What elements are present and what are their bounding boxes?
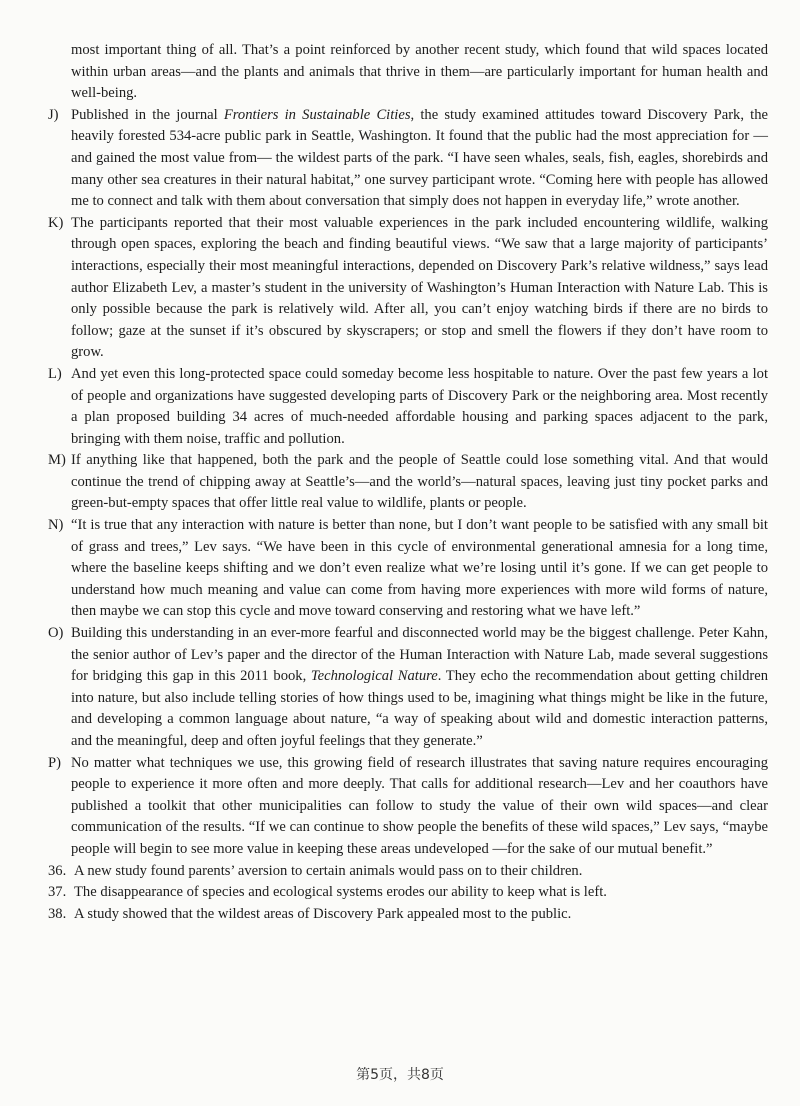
- paragraph-k: [48, 213, 768, 364]
- paragraph-label: O): [48, 625, 64, 642]
- paragraph-label: N): [48, 517, 64, 534]
- question-number: 37.: [48, 884, 67, 901]
- paragraph-j: [48, 105, 768, 213]
- question-number: 38.: [48, 905, 67, 922]
- paragraph-text: most important thing of all. That’s a point reinforced by another recent study, which found that wild spaces located within urban areas—and the plants and animals that thrive in them—are particularly important for human health and well-being.: [71, 42, 768, 102]
- page-number-footer: 第5页，共8页: [356, 1067, 444, 1083]
- paragraph-label: P): [48, 754, 61, 771]
- paragraph-m: [48, 450, 768, 515]
- paragraph-text-pre: Published in the journal: [71, 106, 224, 123]
- paragraph-o: [48, 623, 768, 753]
- paragraph-label: J): [48, 106, 59, 123]
- question-36: [48, 861, 768, 883]
- paragraph-text: No matter what techniques we use, this growing field of research illustrates that saving nature requires encouraging people to experience it more often and more deeply. That calls for additional research—Lev and her coauthors have published a toolkit that other municipalities can follow to study the value of their own wild spaces—and clear communication of the results. “If we can continue to show people the benefits of these wild spaces,” Lev says, “maybe people will begin to see more value in keeping these areas undeveloped —for the sake of our mutual benefit.”: [71, 754, 768, 857]
- paragraph-text: “It is true that any interaction with nature is better than none, but I don’t want people to be satisfied with any small bit of grass and trees,” Lev says. “We have been in this cycle of environmental generational amnesia for a long time, where the baseline keeps shifting and we don’t even realize what we’re losing until it’s gone. If we can get people to understand how much meaning and value can come from having more experiences with more wild forms of nature, then maybe we can stop this cycle and move toward conserving and restoring what we have left.”: [71, 517, 768, 620]
- paragraph-text: And yet even this long-protected space could someday become less hospitable to nature. Over the past few years a lot of people and organizations have suggested developing parts of Discovery Park or the neighboring area. Most recently a plan proposed building 34 acres of much-needed affordable housing and parking spaces adjacent to the park, bringing with them noise, traffic and pollution.: [71, 365, 768, 447]
- book-title: Technological Nature: [310, 668, 438, 685]
- paragraph-continuation: [48, 40, 768, 105]
- question-text: A new study found parents’ aversion to certain animals would pass on to their children.: [74, 862, 583, 879]
- paragraph-l: [48, 364, 768, 450]
- journal-title: Frontiers in Sustainable Cities: [223, 106, 411, 123]
- question-38: [48, 904, 768, 926]
- paragraph-label: M): [48, 452, 66, 469]
- question-text: A study showed that the wildest areas of Discovery Park appealed most to the public.: [74, 905, 572, 922]
- paragraph-text: The participants reported that their most valuable experiences in the park included encountering wildlife, walking through open spaces, exploring the beach and finding beautiful views. “We saw that a large majority of participants’ interactions, especially their most meaningful interactions, depended on Discovery Park’s relative wildness,” says lead author Elizabeth Lev, a master’s student in the university of Washington’s Human Interaction with Nature Lab. This is only possible because the park is relatively wild. After all, you can’t enjoy watching birds if there are no birds to follow; gaze at the sunset if it’s obscured by skyscrapers; or stop and smell the flowers if they don’t have room to grow.: [71, 214, 768, 361]
- paragraph-text-post: , the study examined attitudes toward Discovery Park, the heavily forested 534-acre public park in Seattle, Washington. It found that the public had the most appreciation for —and gained the most value from— the wildest parts of the park. “I have seen whales, seals, fish, eagles, shorebirds and many other sea creatures in their natural habitat,” one survey participant wrote. “Coming here with people has allowed me to connect and talk with them about conversation that simply does not happen in everyday life,” wrote another.: [71, 106, 769, 210]
- paragraph-label: L): [48, 365, 62, 382]
- paragraph-n: [48, 515, 768, 623]
- question-text: The disappearance of species and ecological systems erodes our ability to keep what is left.: [74, 884, 607, 901]
- question-number: 36.: [48, 862, 67, 879]
- paragraph-text: If anything like that happened, both the park and the people of Seattle could lose something vital. And that would continue the trend of chipping away at Seattle’s—and the world’s—natural spaces, leaving just tiny pocket parks and green-but-empty spaces that offer little real value to wildlife, plants or people.: [71, 452, 768, 512]
- question-37: [48, 882, 768, 904]
- paragraph-p: [48, 753, 768, 861]
- paragraph-text-post: . They echo the recommendation about getting children into nature, but also include telling stories of how things used to be, imagining what things might be like in the future, and developing a common language about nature, “a way of speaking about wild and domestic interaction patterns, and the meaningful, deep and often joyful feelings that they generate.”: [71, 668, 768, 749]
- passage-content: [48, 40, 768, 925]
- paragraph-label: K): [48, 214, 64, 231]
- paragraph-text-pre: Building this understanding in an ever-more fearful and disconnected world may be the biggest challenge. Peter Kahn, the senior author of Lev’s paper and the director of the Human Interaction with Nature Lab, made several suggestions for bridging this gap in this 2011 book,: [71, 625, 768, 685]
